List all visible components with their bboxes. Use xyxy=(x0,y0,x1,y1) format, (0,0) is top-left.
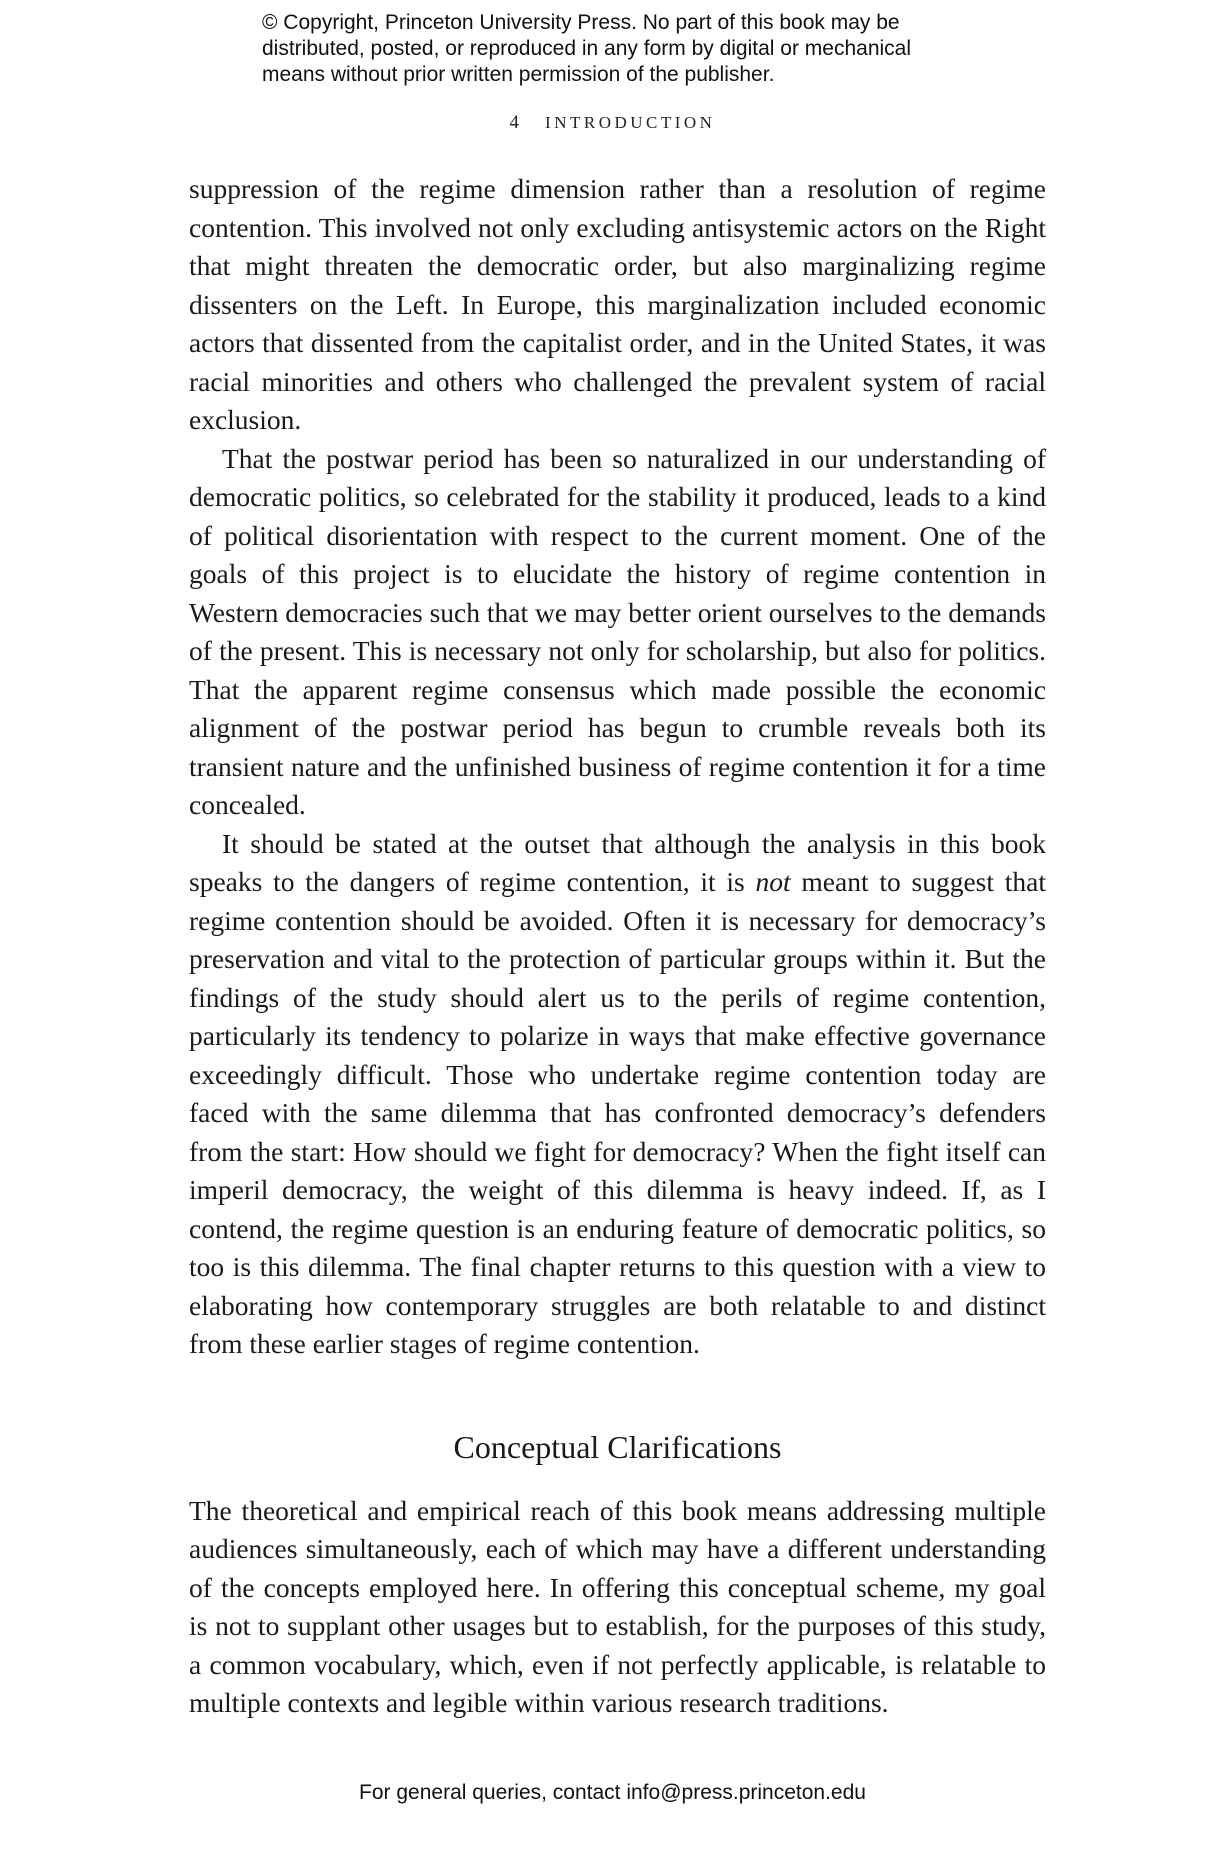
footer-contact: For general queries, contact info@press.princeton.edu xyxy=(359,1781,866,1804)
page-number: 4 xyxy=(509,112,520,133)
section-heading: Conceptual Clarifications xyxy=(453,1428,782,1465)
running-head xyxy=(0,112,1225,134)
page-body xyxy=(189,170,1046,1723)
body-paragraph: The theoretical and empirical reach of this book means addressing multiple audiences simultaneously, each of which may have a different understanding of the concepts employed here. In offering this conceptual scheme, my goal is not to supplant other usages but to establish, for the purposes of this study, a common vocabulary, which, even if not perfectly applicable, is relatable to multiple contexts and legible within various research traditions. xyxy=(189,1494,1046,1718)
copyright-line: means without prior written permission of the publisher. xyxy=(262,63,775,86)
paragraph-text: It should be stated at the outset that although the analysis in this book speaks to the dangers of regime contention, it is xyxy=(189,827,1046,897)
copyright-line: distributed, posted, or reproduced in any form by digital or mechanical xyxy=(262,37,912,60)
body-paragraph xyxy=(189,825,1046,1364)
emphasized-word: not xyxy=(755,866,791,897)
body-paragraph: suppression of the regime dimension rather than a resolution of regime contention. This involved not only excluding antisystemic actors on the Right that might threaten the democratic order, but also marginalizing regime dissenters on the Left. In Europe, this marginalization included economic actors that dissented from the capitalist order, and in the United States, it was racial minorities and others who challenged the prevalent system of racial exclusion. xyxy=(189,173,1046,435)
body-paragraph: That the postwar period has been so naturalized in our understanding of democratic politics, so celebrated for the stability it produced, leads to a kind of political disorientation with respect to the current moment. One of the goals of this project is to elucidate the history of regime contention in Western democracies such that we may better orient ourselves to the demands of the present. This is necessary not only for scholarship, but also for politics. That the apparent regime consensus which made possible the economic alignment of the postwar period has begun to crumble reveals both its transient nature and the unfinished business of regime contention it for a time concealed. xyxy=(189,442,1046,820)
chapter-title: INTRODUCTION xyxy=(545,113,716,132)
copyright-notice xyxy=(262,10,982,88)
paragraph-text: meant to suggest that regime contention should be avoided. Often it is necessary for democracy’s preservation and vital to the protection of particular groups within it. But the findings of the study should alert us to the perils of regime contention, particularly its tendency to polarize in ways that make effective governance exceedingly difficult. Those who undertake regime contention today are faced with the same dilemma that has confronted democracy’s defenders from the start: How should we fight for democracy? When the fight itself can imperil democracy, the weight of this dilemma is heavy indeed. If, as I contend, the regime question is an enduring feature of democratic politics, so too is this dilemma. The final chapter returns to this question with a view to elaborating how contemporary struggles are both relatable to and distinct from these earlier stages of regime contention. xyxy=(189,866,1046,1359)
copyright-line: © Copyright, Princeton University Press. No part of this book may be xyxy=(262,11,900,34)
